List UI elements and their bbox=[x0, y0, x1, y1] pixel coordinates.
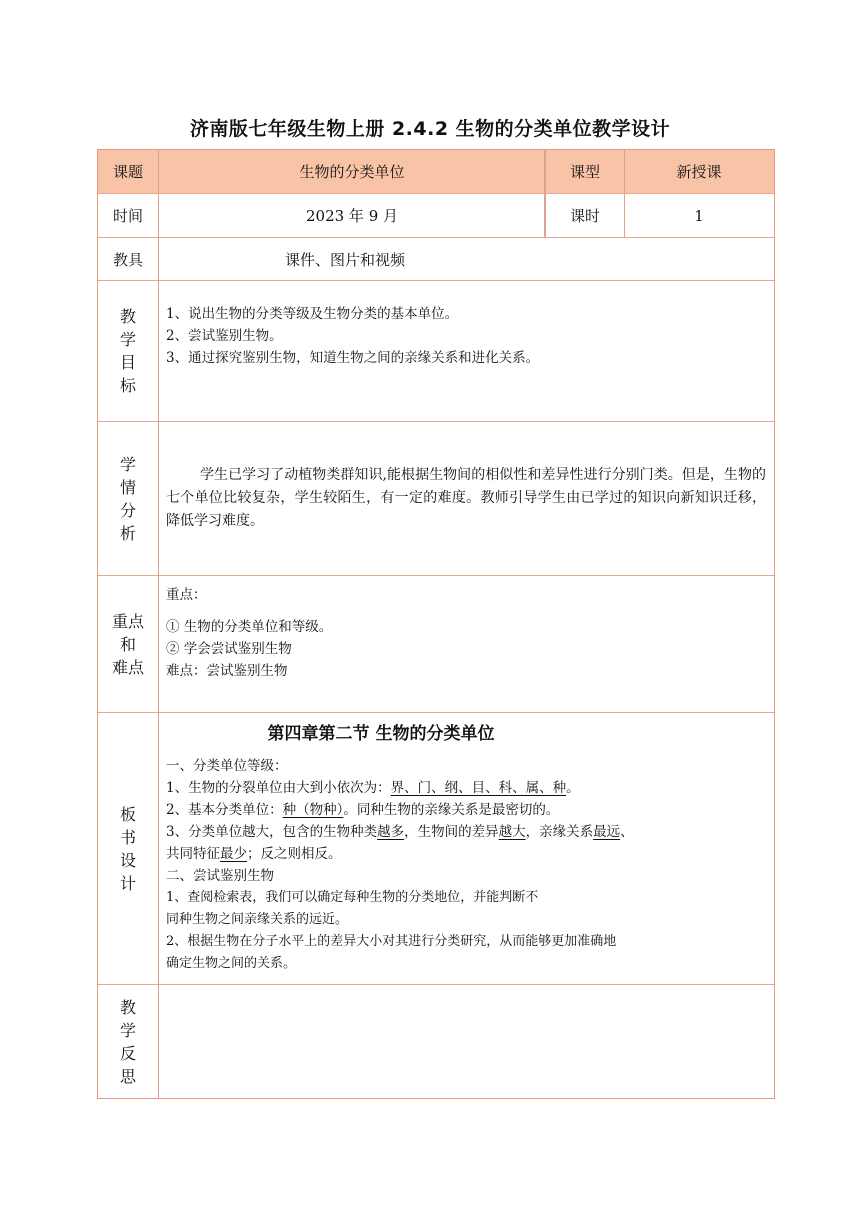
key-item: ② 学会尝试鉴别生物 bbox=[166, 641, 292, 657]
board-section-title: 二、尝试鉴别生物 bbox=[166, 868, 274, 884]
analysis-content bbox=[158, 422, 774, 575]
keypoints-row bbox=[98, 576, 774, 713]
board-content bbox=[158, 713, 774, 984]
board-line: 共同特征最少；反之则相反。 bbox=[166, 846, 342, 862]
board-row bbox=[98, 713, 774, 985]
board-line: 1、查阅检索表，我们可以确定每种生物的分类地位，并能判断不 bbox=[166, 890, 539, 905]
reflection-content bbox=[158, 985, 774, 1098]
topic-label: 课题 bbox=[98, 150, 158, 193]
topic-value: 生物的分类单位 bbox=[158, 150, 546, 193]
board-line: 2、根据生物在分子水平上的差异大小对其进行分类研究，从而能够更加准确地 bbox=[166, 934, 617, 949]
time-row bbox=[98, 194, 774, 238]
key-title: 重点： bbox=[166, 587, 207, 603]
type-label: 课型 bbox=[546, 150, 624, 193]
objective-item: 1、说出生物的分类等级及生物分类的基本单位。 bbox=[166, 306, 459, 322]
tools-label: 教具 bbox=[112, 250, 143, 269]
objectives-row bbox=[98, 281, 774, 422]
reflection-row bbox=[98, 985, 774, 1098]
document-title: 济南版七年级生物上册 2.4.2 生物的分类单位教学设计 bbox=[189, 118, 671, 140]
board-line: 1、生物的分裂单位由大到小依次为：界、门、纲、目、科、属、种。 bbox=[166, 780, 580, 796]
analysis-row bbox=[98, 422, 774, 576]
hours-value: 1 bbox=[694, 206, 704, 225]
tools-row bbox=[98, 238, 774, 281]
board-line: 2、基本分类单位：种（物种）。同种生物的亲缘关系是最密切的。 bbox=[166, 802, 560, 818]
type-value: 新授课 bbox=[624, 150, 774, 193]
header-row bbox=[98, 150, 774, 194]
analysis-label: 学 情 分 析 bbox=[119, 454, 136, 543]
tools-value: 课件、图片和视频 bbox=[285, 250, 406, 269]
board-line: 同种生物之间亲缘关系的远近。 bbox=[166, 912, 349, 927]
time-label: 时间 bbox=[112, 207, 143, 225]
objective-item: 3、通过探究鉴别生物，知道生物之间的亲缘关系和进化关系。 bbox=[166, 350, 540, 366]
board-line: 确定生物之间的关系。 bbox=[166, 956, 297, 971]
objectives-content bbox=[158, 281, 774, 421]
board-label: 板 书 设 计 bbox=[119, 804, 136, 893]
objectives-label: 教 学 目 标 bbox=[119, 307, 136, 395]
board-section-title: 一、分类单位等级： bbox=[166, 758, 288, 774]
time-value: 2023 年 9 月 bbox=[305, 207, 399, 225]
difficulty-text: 难点：尝试鉴别生物 bbox=[166, 663, 288, 679]
hours-label: 课时 bbox=[569, 207, 600, 225]
lesson-plan-table bbox=[97, 149, 775, 1099]
board-line: 3、分类单位越大，包含的生物种类越多，生物间的差异越大，亲缘关系最远、 bbox=[166, 824, 634, 840]
key-item: ① 生物的分类单位和等级。 bbox=[166, 619, 333, 635]
analysis-text: 学生已学习了动植物类群知识,能根据生物间的相似性和差异性进行分别门类。但是，生物的七个单位比较复杂，学生较陌生，有一定的难度。教师引导学生由已学过的知识向新知识迁移，降低学习难度。 bbox=[166, 467, 766, 529]
keypoints-label: 重点 和 难点 bbox=[111, 611, 144, 677]
reflection-label: 教 学 反 思 bbox=[119, 997, 136, 1086]
objective-item: 2、尝试鉴别生物。 bbox=[166, 328, 283, 344]
board-heading: 第四章第二节 生物的分类单位 bbox=[267, 724, 495, 744]
keypoints-content bbox=[158, 576, 774, 712]
